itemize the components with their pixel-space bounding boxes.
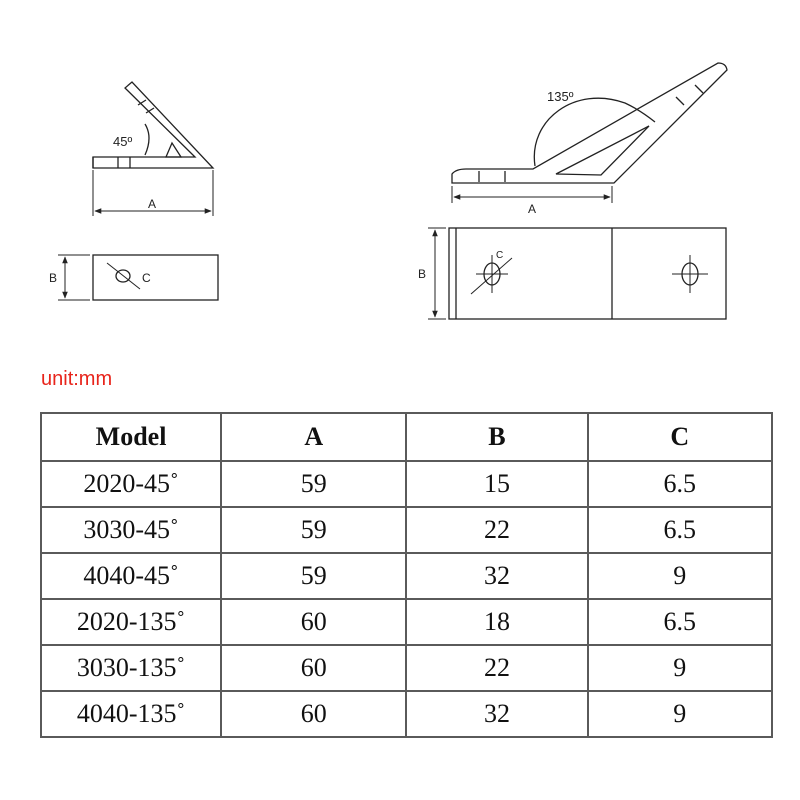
cell-b: 18 bbox=[406, 599, 587, 645]
left-dim-b-label: B bbox=[49, 271, 58, 285]
cell-b: 32 bbox=[406, 691, 587, 737]
table-row bbox=[41, 461, 772, 507]
cell-a: 60 bbox=[221, 599, 406, 645]
header-a: A bbox=[221, 413, 406, 461]
cell-a: 60 bbox=[221, 645, 406, 691]
cell-c: 9 bbox=[588, 691, 772, 737]
left-dim-a-label: A bbox=[148, 197, 157, 211]
table-row bbox=[41, 599, 772, 645]
table-row bbox=[41, 645, 772, 691]
cell-model: 4040-135˚ bbox=[41, 691, 221, 737]
bracket-technical-drawing bbox=[0, 0, 800, 360]
left-angle-label: 45º bbox=[113, 134, 133, 149]
right-dim-c-label: C bbox=[496, 250, 504, 261]
cell-model: 4040-45˚ bbox=[41, 553, 221, 599]
cell-b: 22 bbox=[406, 645, 587, 691]
right-dim-a-label: A bbox=[528, 202, 537, 216]
left-bracket-top-view bbox=[58, 255, 218, 300]
right-bracket-top-view bbox=[428, 228, 726, 319]
right-angle-label: 135º bbox=[547, 89, 574, 104]
cell-model: 3030-45˚ bbox=[41, 507, 221, 553]
right-bracket-side-view bbox=[452, 63, 727, 203]
cell-b: 22 bbox=[406, 507, 587, 553]
cell-c: 9 bbox=[588, 553, 772, 599]
spec-table bbox=[40, 412, 773, 738]
right-dim-b-label: B bbox=[418, 267, 427, 281]
cell-c: 6.5 bbox=[588, 461, 772, 507]
cell-a: 59 bbox=[221, 507, 406, 553]
cell-b: 15 bbox=[406, 461, 587, 507]
cell-b: 32 bbox=[406, 553, 587, 599]
cell-model: 3030-135˚ bbox=[41, 645, 221, 691]
table-row bbox=[41, 507, 772, 553]
table-row bbox=[41, 553, 772, 599]
cell-model: 2020-45˚ bbox=[41, 461, 221, 507]
cell-a: 60 bbox=[221, 691, 406, 737]
header-c: C bbox=[588, 413, 772, 461]
header-b: B bbox=[406, 413, 587, 461]
table-row bbox=[41, 691, 772, 737]
cell-c: 6.5 bbox=[588, 599, 772, 645]
unit-label: unit:mm bbox=[41, 368, 113, 390]
cell-a: 59 bbox=[221, 461, 406, 507]
cell-model: 2020-135˚ bbox=[41, 599, 221, 645]
cell-a: 59 bbox=[221, 553, 406, 599]
table-header-row bbox=[41, 413, 772, 461]
left-bracket-side-view bbox=[93, 82, 213, 216]
header-model: Model bbox=[41, 413, 221, 461]
left-dim-c-label: C bbox=[142, 271, 151, 285]
cell-c: 9 bbox=[588, 645, 772, 691]
cell-c: 6.5 bbox=[588, 507, 772, 553]
